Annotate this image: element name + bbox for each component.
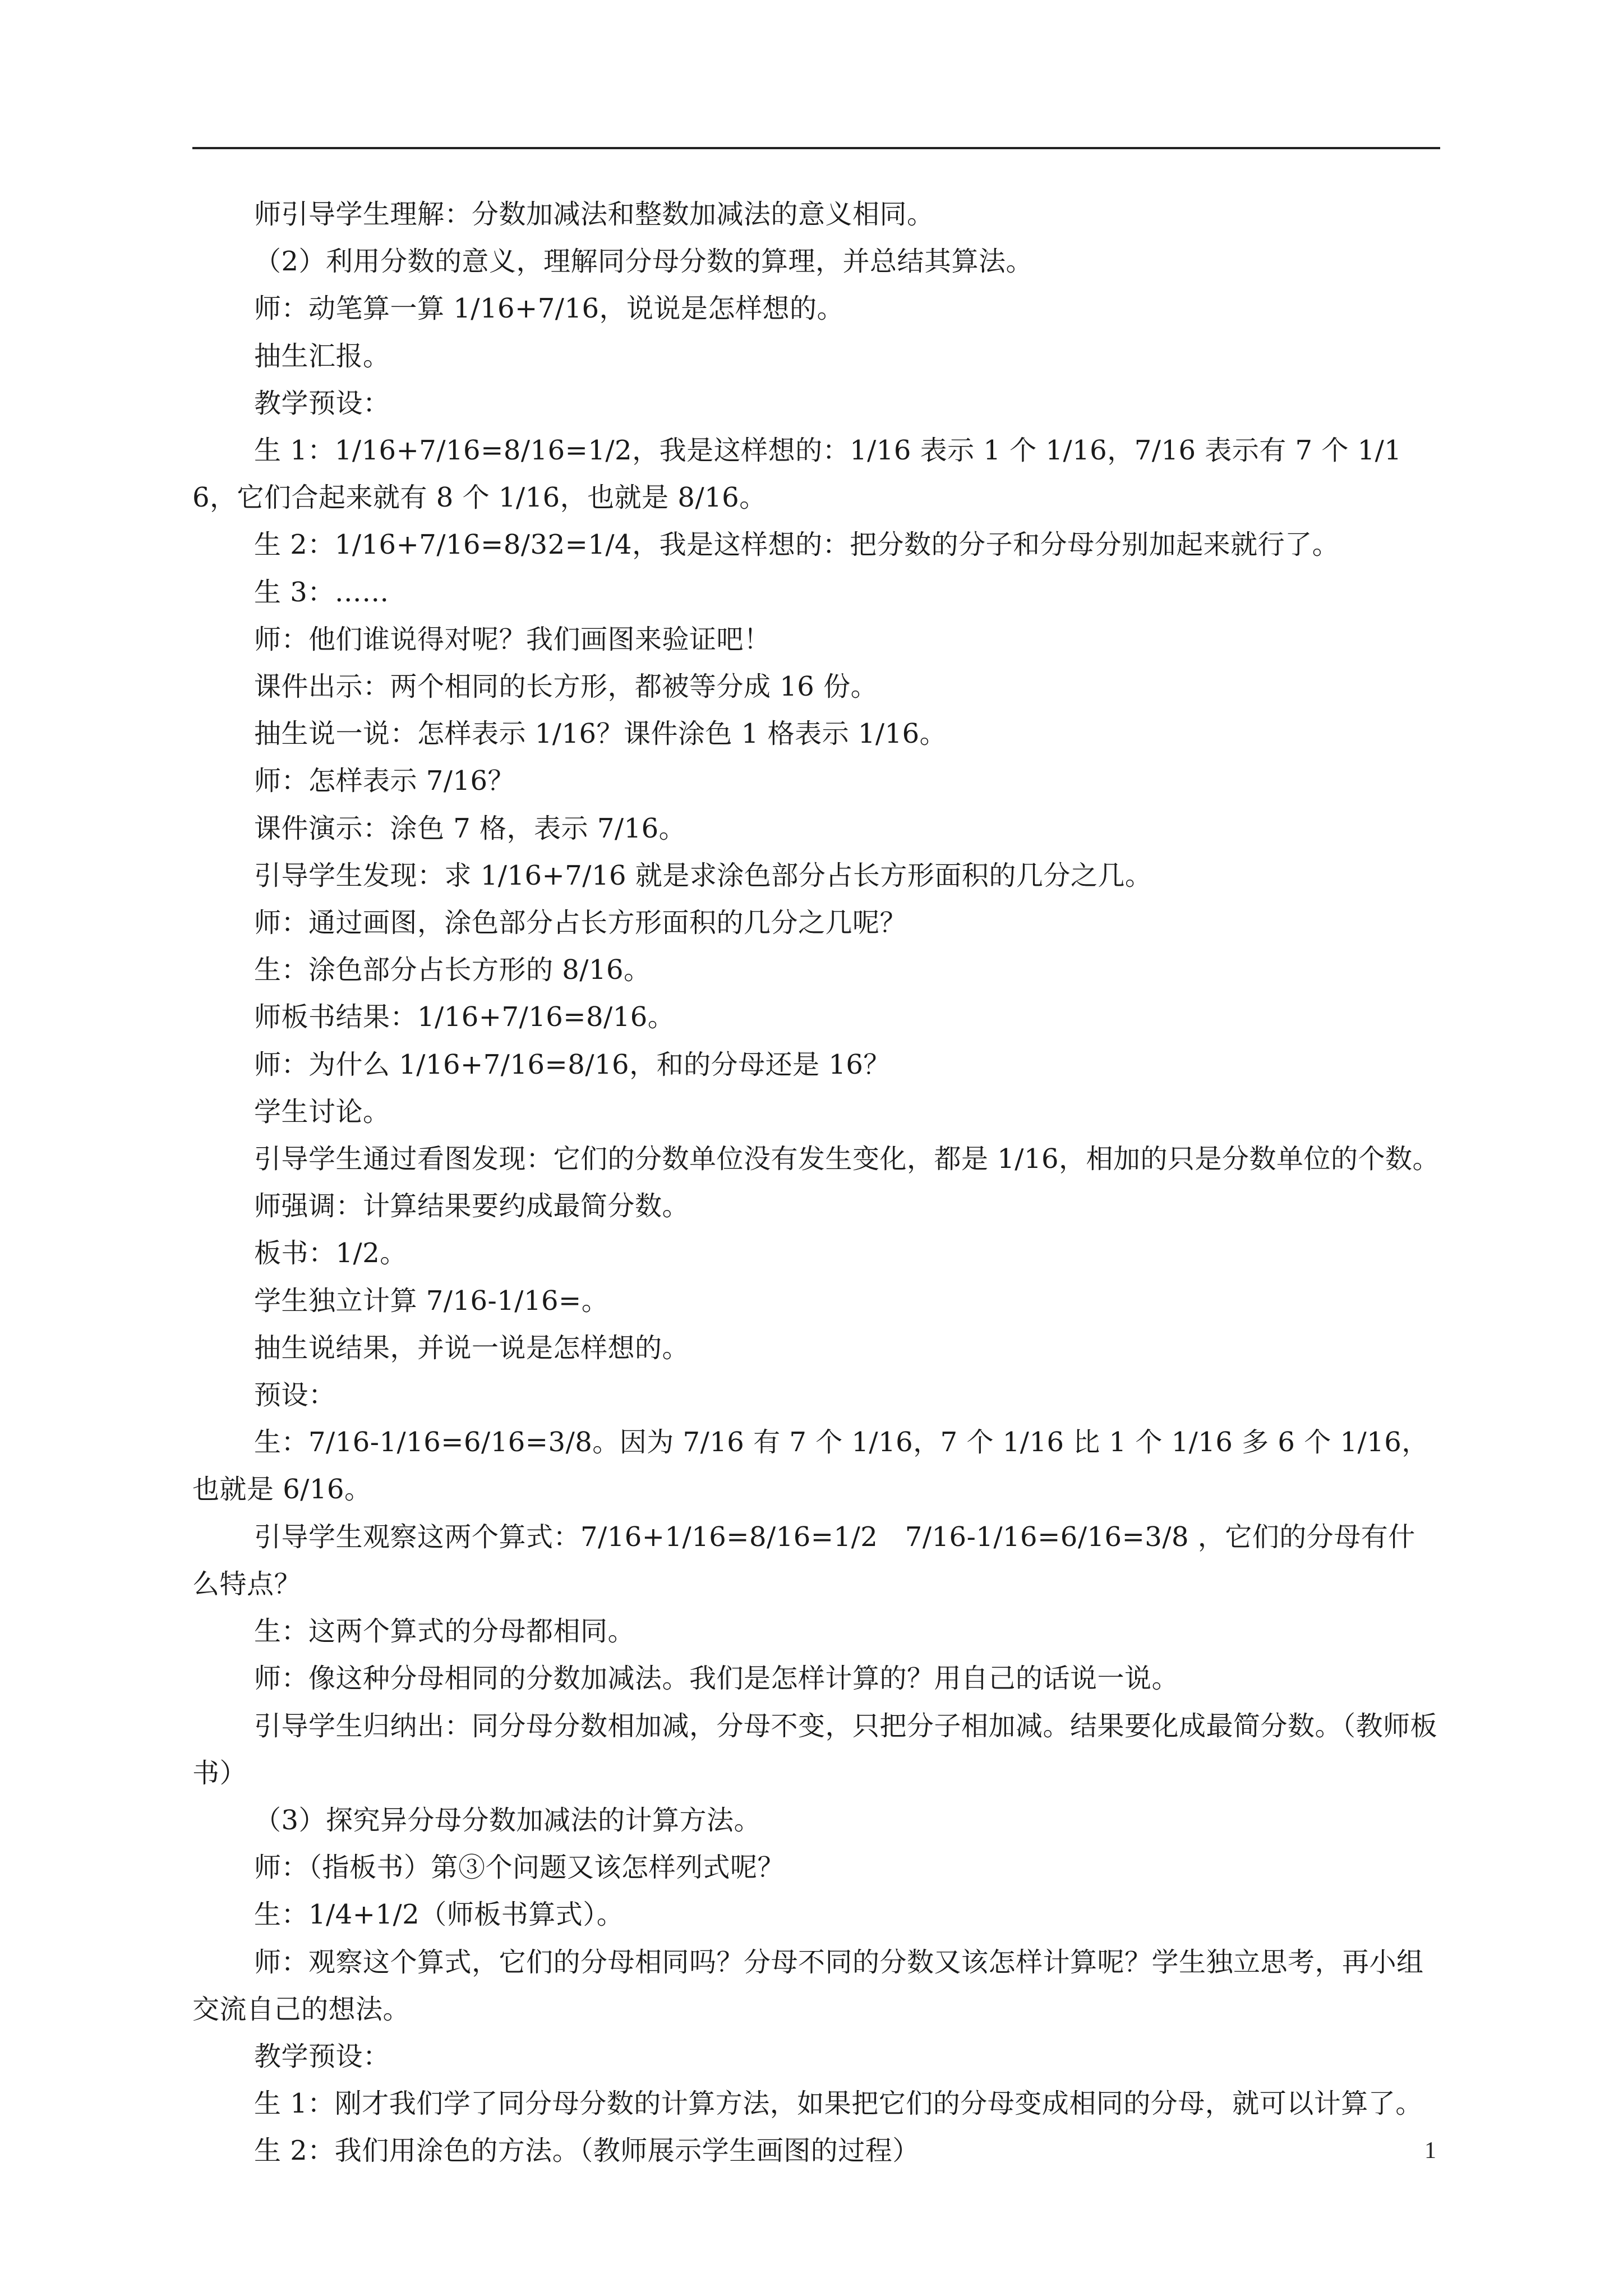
paragraph: 抽生说结果，并说一说是怎样想的。 <box>254 1332 690 1364</box>
paragraph: 师强调：计算结果要约成最简分数。 <box>254 1190 690 1222</box>
paragraph: 学生独立计算 7/16-1/16=。 <box>254 1285 609 1317</box>
paragraph: 生：涂色部分占长方形的 8/16。 <box>254 954 651 986</box>
page-number: 1 <box>1424 2138 1436 2164</box>
paragraph: 师：他们谁说得对呢？我们画图来验证吧！ <box>254 623 771 655</box>
paragraph: 抽生汇报。 <box>254 340 390 372</box>
paragraph: 引导学生通过看图发现：它们的分数单位没有发生变化，都是 1/16，相加的只是分数单位的个数。 <box>254 1143 1440 1175</box>
paragraph: 师：观察这个算式，它们的分母相同吗？分母不同的分数又该怎样计算呢？学生独立思考，再小组交流自己的想法。 <box>192 1946 1424 2025</box>
paragraph: 师板书结果：1/16+7/16=8/16。 <box>254 1001 675 1033</box>
paragraph: （3）探究异分母分数加减法的计算方法。 <box>254 1804 762 1836</box>
paragraph: 师：为什么 1/16+7/16=8/16，和的分母还是 16？ <box>254 1048 891 1080</box>
paragraph: 生 2：我们用涂色的方法。（教师展示学生画图的过程） <box>254 2135 920 2167</box>
paragraph: 引导学生归纳出：同分母分数相加减，分母不变，只把分子相加减。结果要化成最简分数。（教师板书） <box>192 1710 1438 1789</box>
paragraph: 课件出示：两个相同的长方形，都被等分成 16 份。 <box>254 671 878 703</box>
paragraph: 抽生说一说：怎样表示 1/16？课件涂色 1 格表示 1/16。 <box>254 718 947 750</box>
paragraph: 师引导学生理解：分数加减法和整数加减法的意义相同。 <box>254 199 934 230</box>
paragraph: 生：7/16-1/16=6/16=3/8。因为 7/16 有 7 个 1/16，7 个 1/16 比 1 个 1/16 多 6 个 1/16，也就是 6/16。 <box>192 1427 1429 1506</box>
paragraph: 生：1/4+1/2（师板书算式）。 <box>254 1899 624 1931</box>
paragraph: 引导学生观察这两个算式：7/16+1/16=8/16=1/2 7/16-1/16=6/16=3/8 ，它们的分母有什么特点？ <box>192 1521 1415 1600</box>
paragraph: 师：怎样表示 7/16？ <box>254 765 515 797</box>
paragraph: 生 2：1/16+7/16=8/32=1/4，我是这样想的：把分数的分子和分母分别加起来就行了。 <box>254 529 1340 561</box>
paragraph: 板书：1/2。 <box>254 1237 407 1269</box>
paragraph: 师：像这种分母相同的分数加减法。我们是怎样计算的？用自己的话说一说。 <box>254 1663 1179 1695</box>
paragraph: 生 1：1/16+7/16=8/16=1/2，我是这样想的：1/16 表示 1 个 1/16，7/16 表示有 7 个 1/16，它们合起来就有 8 个 1/16，也就是 8/16。 <box>192 435 1402 514</box>
paragraph: 师：动笔算一算 1/16+7/16，说说是怎样想的。 <box>254 293 845 325</box>
paragraph: 学生讨论。 <box>254 1096 390 1128</box>
paragraph: 生 3：…… <box>254 576 389 608</box>
paragraph: 教学预设： <box>254 2040 390 2072</box>
document-body <box>192 191 1440 2175</box>
paragraph: 师：（指板书）第③个问题又该怎样列式呢？ <box>254 1852 785 1884</box>
paragraph: 引导学生发现：求 1/16+7/16 就是求涂色部分占长方形面积的几分之几。 <box>254 859 1152 891</box>
paragraph: 生：这两个算式的分母都相同。 <box>254 1616 635 1648</box>
paragraph: 教学预设： <box>254 387 390 419</box>
header-rule <box>192 147 1440 149</box>
paragraph: 生 1：刚才我们学了同分母分数的计算方法，如果把它们的分母变成相同的分母，就可以计算了。 <box>254 2088 1423 2120</box>
paragraph: 师：通过画图，涂色部分占长方形面积的几分之几呢？ <box>254 907 907 939</box>
paragraph: 预设： <box>254 1379 336 1411</box>
paragraph: 课件演示：涂色 7 格，表示 7/16。 <box>254 812 686 844</box>
paragraph: （2）利用分数的意义，理解同分母分数的算理，并总结其算法。 <box>254 246 1034 278</box>
